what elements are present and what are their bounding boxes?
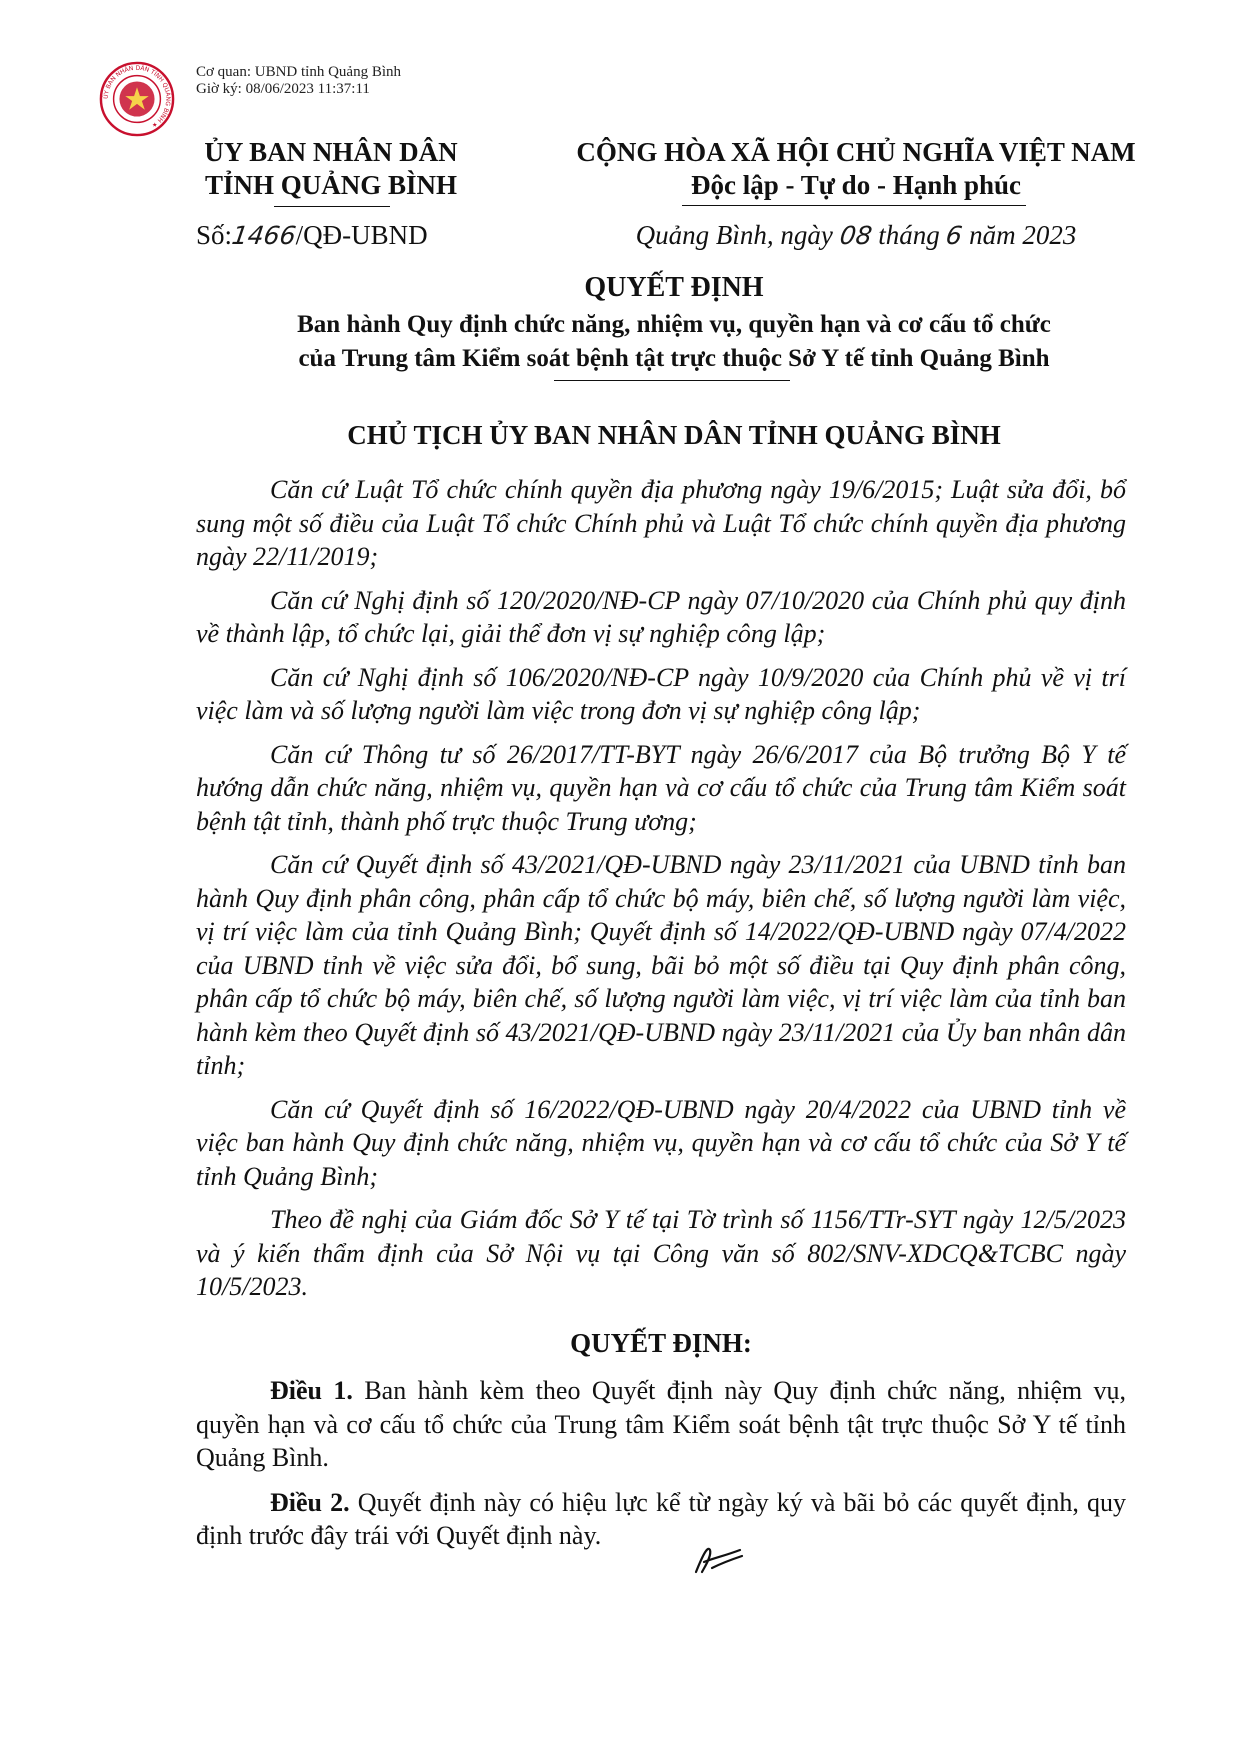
article-1-text: Ban hành kèm theo Quyết định này Quy định chức năng, nhiệm vụ, quyền hạn và cơ cấu tổ chức của Trung tâm Kiểm soát bệnh tật trực thuộc Sở Y tế tỉnh Quảng Bình. <box>196 1376 1127 1472</box>
svg-text:ỦY BAN NHÂN DÂN TỈNH QUẢNG BÌN: ỦY BAN NHÂN DÂN TỈNH QUẢNG BÌNH ★ <box>102 64 172 129</box>
legal-bases <box>196 473 1126 1314</box>
country-name: CỘNG HÒA XÃ HỘI CHỦ NGHĨA VIỆT NAM <box>576 137 1136 167</box>
legal-basis-item: Căn cứ Quyết định số 43/2021/QĐ-UBND ngày 23/11/2021 của UBND tỉnh ban hành Quy định phân công, phân cấp tổ chức bộ máy, biên chế, số lượng người làm việc, vị trí việc làm của tỉnh Quảng Bình; Quyết định số 14/2022/QĐ-UBND ngày 07/4/2022 của UBND tỉnh về việc sửa đổi, bổ sung, bãi bỏ một số điều tại Quy định phân công, phân cấp tổ chức bộ máy, biên chế, số lượng người làm việc, vị trí việc làm của tỉnh ban hành kèm theo Quyết định số 43/2021/QĐ-UBND ngày 23/11/2021 của Ủy ban nhân dân tỉnh; <box>196 850 1126 1080</box>
handwritten-initial-icon <box>690 1542 746 1578</box>
agency-underline <box>274 206 390 207</box>
article-2-text: Quyết định này có hiệu lực kể từ ngày ký và bãi bỏ các quyết định, quy định trước đây trái với Quyết định này. <box>196 1487 1126 1550</box>
document-title: QUYẾT ĐỊNH <box>584 272 764 303</box>
document-number <box>196 218 428 253</box>
national-header <box>556 136 1156 202</box>
issuing-agency <box>196 136 466 202</box>
doc-number-prefix: Số: <box>196 220 233 250</box>
document-subtitle <box>196 308 1152 376</box>
month-label: tháng <box>878 220 940 250</box>
agency-line-2: TỈNH QUẢNG BÌNH <box>204 170 458 200</box>
subtitle-line-2: của Trung tâm Kiểm soát bệnh tật trực thuộc Sở Y tế tỉnh Quảng Bình <box>298 345 1050 372</box>
issuing-authority: CHỦ TỊCH ỦY BAN NHÂN DÂN TỈNH QUẢNG BÌNH <box>347 420 1001 450</box>
legal-basis-item: Căn cứ Nghị định số 120/2020/NĐ-CP ngày 07/10/2020 của Chính phủ quy định về thành lập, tổ chức lại, giải thể đơn vị sự nghiệp công lập; <box>196 585 1126 648</box>
legal-basis-item: Căn cứ Luật Tổ chức chính quyền địa phương ngày 19/6/2015; Luật sửa đổi, bổ sung một số điều của Luật Tổ chức Chính phủ và Luật Tổ chức chính quyền địa phương ngày 22/11/2019; <box>196 475 1126 571</box>
articles <box>196 1374 1126 1564</box>
article-1-label: Điều 1. <box>270 1376 353 1405</box>
article-1 <box>196 1374 1126 1475</box>
agency-line-1: ỦY BAN NHÂN DÂN <box>204 137 458 167</box>
legal-basis-item: Căn cứ Quyết định số 16/2022/QĐ-UBND ngày 20/4/2022 của UBND tỉnh về việc ban hành Quy định chức năng, nhiệm vụ, quyền hạn và cơ cấu tổ chức của Sở Y tế tỉnh Quảng Bình; <box>196 1094 1126 1191</box>
digital-signature-info <box>196 64 401 98</box>
official-seal-icon <box>98 60 176 138</box>
place-and-date <box>556 218 1156 253</box>
national-motto: Độc lập - Tự do - Hạnh phúc <box>690 170 1022 200</box>
motto-underline <box>682 205 1026 206</box>
subtitle-underline <box>554 380 790 381</box>
legal-basis-item: Theo đề nghị của Giám đốc Sở Y tế tại Tờ trình số 1156/TTr-SYT ngày 12/5/2023 và ý kiến thẩm định của Sở Nội vụ tại Công văn số 802/SNV-XDCQ&TCBC ngày 10/5/2023. <box>196 1205 1126 1301</box>
place-label: Quảng Bình, ngày <box>635 220 833 250</box>
legal-basis-item: Căn cứ Thông tư số 26/2017/TT-BYT ngày 26/6/2017 của Bộ trưởng Bộ Y tế hướng dẫn chức năng, nhiệm vụ, quyền hạn và cơ cấu tổ chức của Trung tâm Kiểm soát bệnh tật tỉnh, thành phố trực thuộc Trung ương; <box>196 739 1126 836</box>
date-month-handwritten: 6 <box>944 221 965 250</box>
signature-agency: Cơ quan: UBND tỉnh Quảng Bình <box>196 64 402 80</box>
subtitle-line-1: Ban hành Quy định chức năng, nhiệm vụ, quyền hạn và cơ cấu tổ chức <box>297 311 1051 338</box>
year-label: năm 2023 <box>969 220 1077 250</box>
doc-number-handwritten: 1466 <box>230 221 298 250</box>
article-2-label: Điều 2. <box>270 1487 350 1517</box>
article-2 <box>196 1486 1126 1553</box>
signature-time: Giờ ký: 08/06/2023 11:37:11 <box>196 81 370 97</box>
doc-number-suffix: /QĐ-UBND <box>295 220 428 250</box>
legal-basis-item: Căn cứ Nghị định số 106/2020/NĐ-CP ngày 10/9/2020 của Chính phủ về vị trí việc làm và số lượng người làm việc trong đơn vị sự nghiệp công lập; <box>196 662 1126 725</box>
decision-heading: QUYẾT ĐỊNH: <box>570 1328 752 1358</box>
date-day-handwritten: 08 <box>837 221 874 250</box>
